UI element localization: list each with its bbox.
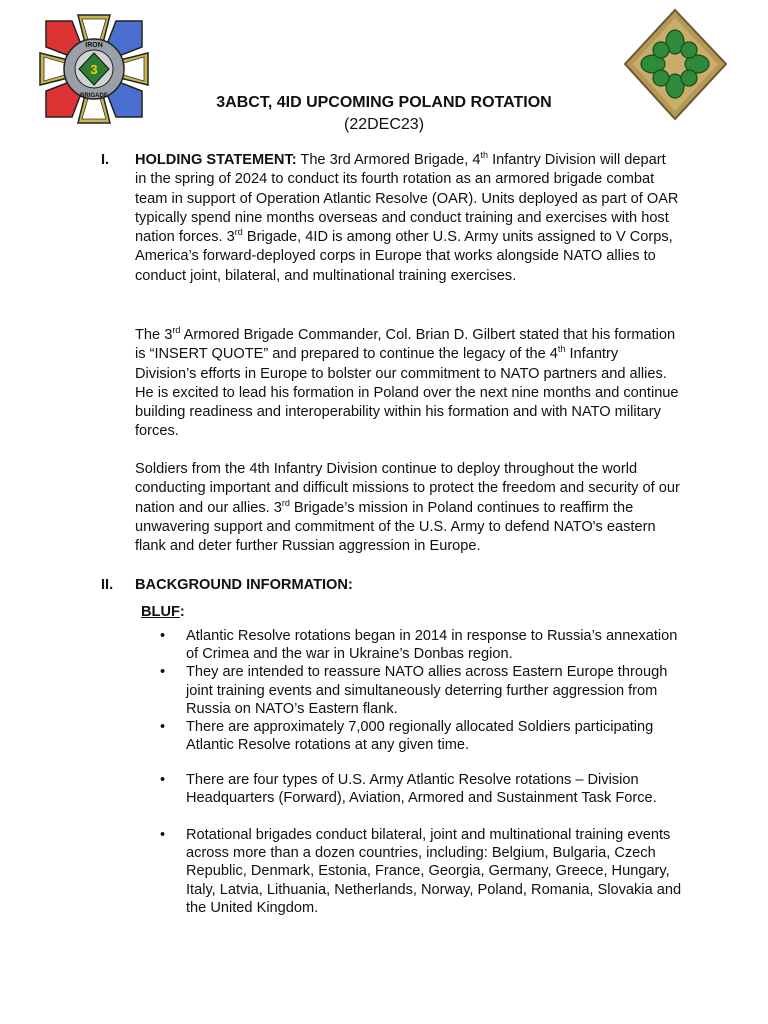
bluf-label: BLUF: xyxy=(141,604,185,620)
list-item: • Rotational brigades conduct bilateral, joint and multinational training events across more than a dozen countries, including: Belgium, Bulgaria, Czech Republic, Denmark, Estonia, France, Georgia, Germany, Greece, Hungary, Italy, Latvia, Lithuania, Netherlands, Norway, Poland, Romania, Slovakia and the United Kingdom. xyxy=(160,827,682,916)
background-information-heading: BACKGROUND INFORMATION: xyxy=(135,577,353,593)
bullet-icon: • xyxy=(160,628,166,644)
document-date: (22DEC23) xyxy=(343,116,425,133)
list-item: • There are approximately 7,000 regionally allocated Soldiers participating Atlantic Resolve rotations at any given time. xyxy=(160,719,654,754)
holding-statement-heading: HOLDING STATEMENT: xyxy=(135,152,297,168)
bullet-icon: • xyxy=(160,664,166,681)
bluf-list-countries xyxy=(160,826,685,917)
holding-statement-paragraph-3: Soldiers from the 4th Infantry Division continue to deploy throughout the world conducting important and difficult missions to protect the freedom and security of our nation and our allies. 3rd Brigade’s mission in Poland continues to reaffirm the unwavering support and commitment of the U.S. Army to defend NATO's eastern flank and deter further Russian aggression in Europe. xyxy=(135,461,680,555)
holding-statement-paragraph-1: HOLDING STATEMENT: The 3rd Armored Brigade, 4th Infantry Division will depart in the spring of 2024 to conduct its fourth rotation as an armored brigade combat team in support of Operation Atlantic Resolve (OAR). Units deployed as part of OAR typically spend nine months overseas and conduct training and exercises with host nation forces. 3rd Brigade, 4ID is among other U.S. Army units assigned to V Corps, America’s forward-deployed corps in Europe that works alongside NATO allies to conduct joint, bilateral, and multinational training exercises. xyxy=(135,150,679,284)
bullet-icon: • xyxy=(160,827,166,843)
bluf-list-continued xyxy=(160,771,685,807)
logo-text-top: IRON xyxy=(85,42,103,49)
list-item: • There are four types of U.S. Army Atlantic Resolve rotations – Division Headquarters (Forward), Aviation, Armored and Sustainment Task Force. xyxy=(160,772,657,807)
document-title: 3ABCT, 4ID UPCOMING POLAND ROTATION xyxy=(216,94,552,111)
section-2-number: II. xyxy=(101,577,114,593)
section-1-number: I. xyxy=(101,152,110,168)
bullet-icon: • xyxy=(160,772,166,788)
bluf-list xyxy=(160,627,685,754)
list-item: • They are intended to reassure NATO allies across Eastern Europe through joint training events and simultaneously deterring further aggression from Russia on NATO’s Eastern flank. xyxy=(160,664,668,717)
logo-text-bottom: BRIGADE xyxy=(80,93,108,99)
list-item: • Atlantic Resolve rotations began in 2014 in response to Russia’s annexation of Crimea and the war in Ukraine’s Donbas region. xyxy=(160,628,678,663)
logo-number: 3 xyxy=(90,62,98,77)
holding-statement-paragraph-2: The 3rd Armored Brigade Commander, Col. Brian D. Gilbert stated that his formation is “INSERT QUOTE” and prepared to continue the legacy of the 4th Infantry Division’s efforts in Europe to bolster our commitment to NATO partners and allies. He is excited to lead his formation in Poland over the next nine months and continue building readiness and interoperability within his formation and with NATO military forces. xyxy=(135,325,679,440)
bullet-icon: • xyxy=(160,719,166,736)
